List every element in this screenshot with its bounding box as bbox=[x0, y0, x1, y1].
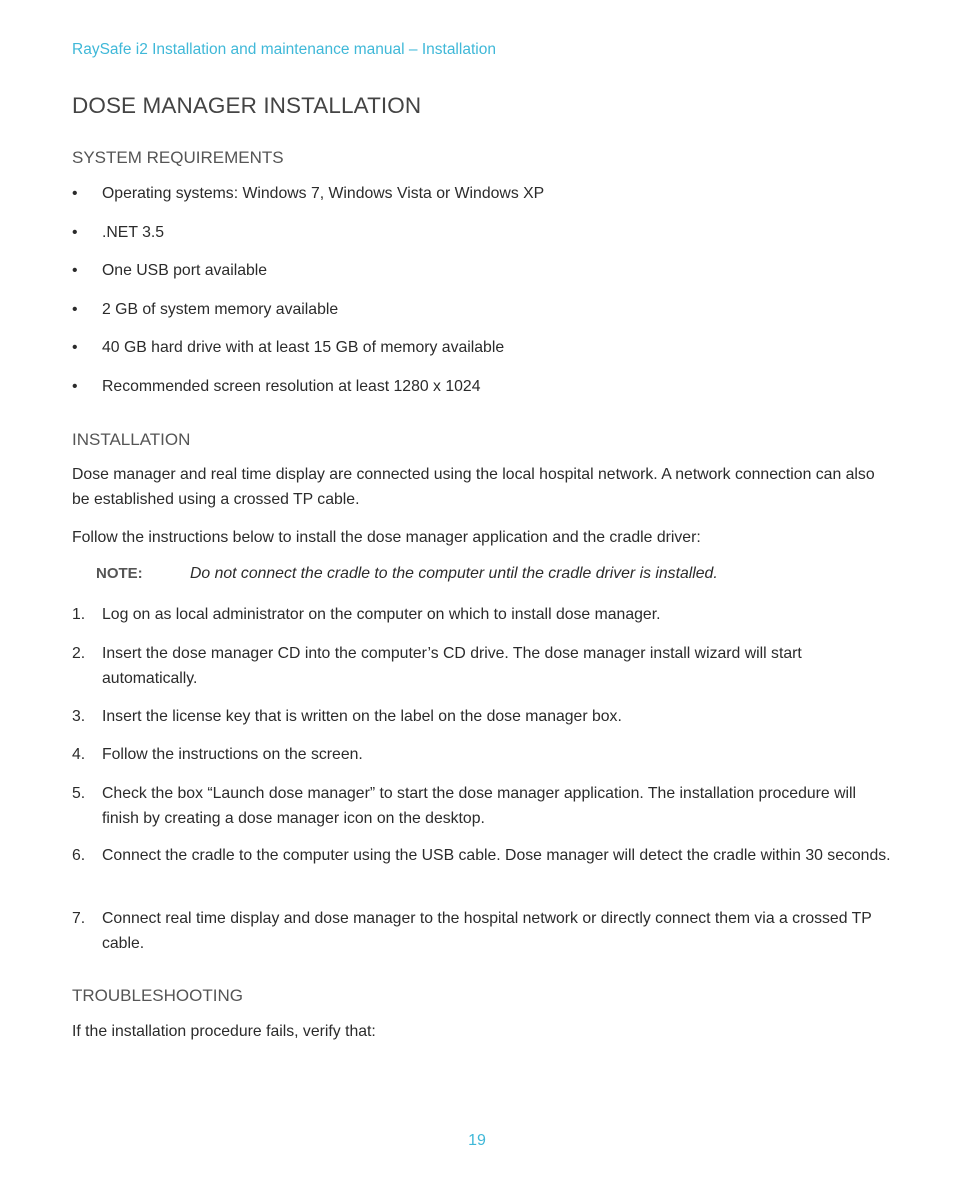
page-number: 19 bbox=[468, 1132, 486, 1149]
step-text: Insert the dose manager CD into the computer’s CD drive. The dose manager install wizard will start automatically. bbox=[102, 645, 802, 687]
note-text: Do not connect the cradle to the computer until the cradle driver is installed. bbox=[190, 565, 718, 582]
step-text: Log on as local administrator on the computer on which to install dose manager. bbox=[102, 606, 661, 623]
step-number: 6. bbox=[72, 847, 86, 864]
step-number: 1. bbox=[72, 606, 86, 623]
step-text: Connect the cradle to the computer using the USB cable. Dose manager will detect the cradle within 30 seconds. bbox=[102, 847, 891, 864]
bullet-icon: • bbox=[72, 301, 78, 318]
step-number: 2. bbox=[72, 645, 86, 662]
bullet-icon: • bbox=[72, 185, 78, 202]
system-requirements-heading: SYSTEM REQUIREMENTS bbox=[72, 148, 284, 167]
running-header: RaySafe i2 Installation and maintenance manual – Installation bbox=[72, 41, 496, 58]
step-number: 3. bbox=[72, 708, 86, 725]
troubleshooting-intro: If the installation procedure fails, verify that: bbox=[72, 1023, 376, 1040]
manual-page: RaySafe i2 Installation and maintenance manual – Installation DOSE MANAGER INSTALLATION SYSTEM REQUIREMENTS • Operating systems: Windows 7, Windows Vista or Windows XP • .NET 3.5 • One USB port available • 2 GB of system memory available • 40 GB hard drive with at least 15 GB of memory available • Recommended screen resolution at least 1280 x 1024 INSTALLATION Dose manager and real time display are connected using the local hospital network. A network connection can also be established using a crossed TP cable. Follow the instructions below to install the dose manager application and the cradle driver: NOTE: Do not connect the cradle to the computer until the cradle driver is installed. 1. Log on as local administrator on the computer on which to install dose manager. 2. Insert the dose manager CD into the computer’s CD drive. The dose manager install wizard will start automatically. 3. Insert the license key that is written on the label on the dose manager box. 4. Follow the instructions on the screen. 5. Check the box “Launch dose manager” to start the dose manager application. The installation procedure will finish by creating a dose manager icon on the desktop. 6. Connect the cradle to the computer using the USB cable. Dose manager will detect the cradle within 30 seconds. 7. Connect real time display and dose manager to the hospital network or directly connect them via a crossed TP cable. TROUBLESHOOTING If the installation procedure fails, verify that: 19 bbox=[0, 0, 954, 1193]
note-label: NOTE: bbox=[96, 565, 143, 582]
page-title: DOSE MANAGER INSTALLATION bbox=[72, 93, 422, 118]
step-number: 4. bbox=[72, 746, 86, 763]
step-number: 7. bbox=[72, 910, 86, 927]
bullet-icon: • bbox=[72, 339, 78, 356]
bullet-icon: • bbox=[72, 378, 78, 395]
installation-intro: Dose manager and real time display are connected using the local hospital network. A network connection can also be established using a crossed TP cable. bbox=[72, 466, 875, 508]
step-text: Insert the license key that is written on the label on the dose manager box. bbox=[102, 708, 622, 725]
step-text: Connect real time display and dose manager to the hospital network or directly connect them via a crossed TP cable. bbox=[102, 910, 872, 952]
installation-instructions-lead: Follow the instructions below to install the dose manager application and the cradle driver: bbox=[72, 529, 701, 546]
step-text: Follow the instructions on the screen. bbox=[102, 746, 363, 763]
bullet-icon: • bbox=[72, 262, 78, 279]
step-number: 5. bbox=[72, 785, 86, 802]
bullet-icon: • bbox=[72, 224, 78, 241]
troubleshooting-heading: TROUBLESHOOTING bbox=[72, 986, 243, 1005]
installation-heading: INSTALLATION bbox=[72, 430, 191, 449]
step-text: Check the box “Launch dose manager” to start the dose manager application. The installation procedure will finish by creating a dose manager icon on the desktop. bbox=[102, 785, 857, 827]
